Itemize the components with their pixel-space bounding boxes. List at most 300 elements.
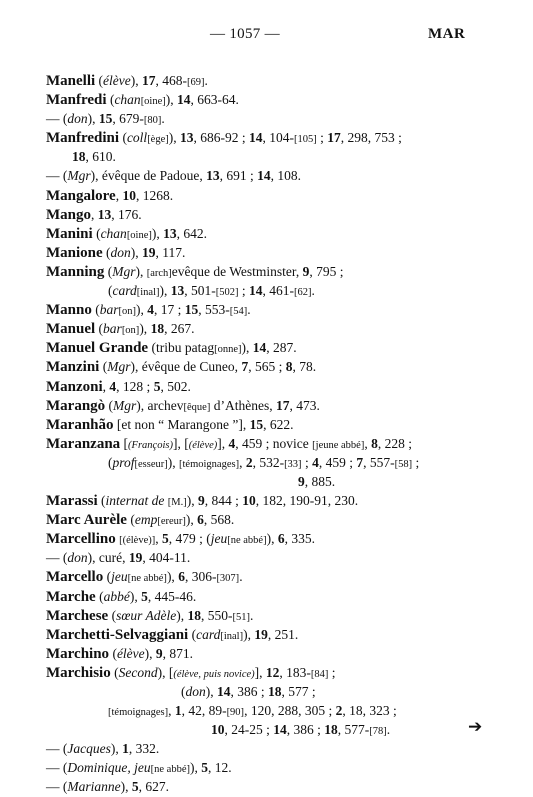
volume-number: 9	[298, 473, 305, 489]
volume-number: 7	[356, 454, 364, 470]
section-heading: MAR	[428, 26, 466, 42]
entry-text: evêque de Westminster,	[171, 263, 303, 279]
volume-number: 13	[163, 225, 177, 241]
entry-marchino	[46, 644, 506, 663]
editorial-bracket: [oine]	[140, 96, 166, 108]
editorial-bracket-italic: (élève)	[188, 439, 218, 451]
italic-text: coll	[126, 130, 148, 146]
entry-text: , 386 ;	[286, 722, 325, 738]
entry-text: (	[91, 302, 100, 318]
entry-text: , 553-	[198, 302, 230, 318]
editorial-bracket: [on]	[121, 325, 140, 337]
entry-text: ),	[176, 607, 188, 623]
entry-text: , 332.	[128, 741, 160, 757]
entry-text: ),	[130, 73, 143, 88]
entry-manuel-grande	[46, 338, 506, 357]
entry-text: .	[386, 722, 391, 738]
volume-number: 4	[147, 302, 154, 318]
page-number: — 1057 —	[210, 26, 280, 42]
editorial-bracket: [80]	[143, 115, 162, 127]
entry-text: , 532-	[252, 454, 285, 470]
entry-manzoni	[46, 377, 506, 396]
entry-manning-continued	[46, 281, 506, 300]
entry-text: , 445-46.	[147, 588, 197, 604]
italic-text: internat de	[105, 493, 165, 509]
editorial-bracket: [inal]	[220, 630, 244, 642]
entry-text: — (	[46, 168, 68, 184]
editorial-bracket: [502]	[215, 287, 239, 299]
entry-text: , 183-	[279, 664, 311, 680]
entry-text: ),	[185, 512, 198, 528]
entry-headword: Manfredi	[46, 92, 107, 109]
entry-text: , 568.	[203, 512, 235, 528]
entry-text: ,	[155, 531, 162, 547]
entry-text: ),	[159, 283, 171, 299]
entry-text: (	[110, 664, 119, 680]
italic-text: chan	[100, 225, 127, 241]
entry-marchisio-marianne	[46, 777, 506, 796]
entry-text: (	[119, 130, 127, 146]
entry-text: , 622.	[263, 416, 294, 432]
entry-manfredi	[46, 90, 506, 109]
editorial-bracket: [inal]	[136, 287, 160, 299]
editorial-bracket: [ne abbé]	[150, 764, 190, 776]
entry-text: , 176.	[111, 206, 142, 222]
entry-marc-aurele	[46, 510, 506, 529]
volume-number: 2	[335, 703, 343, 719]
entry-text: ),	[135, 263, 147, 279]
entry-headword: Marche	[46, 588, 96, 605]
entry-text: , 78.	[292, 359, 317, 375]
volume-number: 17	[275, 397, 290, 413]
entry-marchisio-dominique	[46, 758, 506, 777]
entry-text: (	[95, 321, 104, 337]
entry-text: , 306-	[184, 569, 217, 585]
entry-marcellino	[46, 529, 506, 548]
entry-text: (tribu patag	[148, 340, 215, 356]
entry-headword: Manuel	[46, 321, 96, 338]
entry-text: , 182, 190-91, 230.	[255, 493, 359, 509]
entry-text: ), curé,	[87, 550, 129, 566]
volume-number: 13	[206, 168, 220, 184]
editorial-bracket: [oine]	[126, 229, 152, 241]
italic-text: Mgr	[107, 359, 131, 375]
editorial-bracket: [105]	[294, 134, 317, 146]
entry-text: ;	[316, 130, 328, 146]
entry-text: ;	[412, 454, 420, 470]
entry-headword: Marchetti-Selvaggiani	[46, 626, 189, 643]
entry-headword: Manzoni	[46, 378, 103, 395]
volume-number: 2	[245, 454, 253, 470]
entry-text: , 404-11.	[142, 550, 191, 566]
entry-text: , 468-	[155, 73, 188, 88]
editorial-bracket: [on]	[118, 306, 136, 318]
entry-text: — (	[46, 111, 68, 127]
entry-text: [et non “ Marangone ”],	[113, 416, 250, 432]
editorial-bracket: [ne abbé]	[127, 573, 167, 585]
entry-text: , 642.	[176, 225, 208, 241]
entry-text: , 501-	[184, 283, 216, 299]
editorial-bracket: [(élève)]	[119, 535, 156, 547]
entry-maranzana	[46, 434, 506, 453]
entry-marcello	[46, 567, 506, 586]
entry-manione	[46, 243, 506, 262]
entry-marango	[46, 396, 506, 415]
volume-number: 15	[249, 416, 264, 432]
entry-manelli	[46, 71, 506, 90]
entry-manfredini-continued	[46, 147, 506, 166]
entry-text: , 120, 288, 305 ;	[244, 703, 336, 719]
entry-headword: Manfredini	[46, 130, 120, 147]
entry-text: , 577-	[337, 722, 370, 738]
volume-number: 18	[187, 607, 201, 623]
italic-text: élève	[103, 73, 131, 88]
entry-text: ),	[120, 779, 132, 795]
entry-text: ],	[217, 435, 229, 451]
entry-text: ),	[205, 684, 217, 699]
italic-text: bar	[103, 321, 122, 337]
volume-number: 10	[122, 187, 136, 203]
entry-text: (	[108, 283, 113, 299]
entry-headword: Marcello	[46, 569, 104, 586]
entry-text: , 610.	[85, 149, 116, 165]
entry-text: (	[103, 569, 112, 585]
italic-text: emp	[134, 512, 158, 528]
entry-text: , 691 ;	[219, 168, 258, 184]
entry-text: ),	[151, 225, 164, 241]
entry-text: .	[249, 607, 254, 623]
editorial-bracket: [esseur]	[134, 458, 168, 470]
italic-text: sœur Adèle	[116, 607, 177, 623]
entry-marchetti-selvaggiani	[46, 625, 506, 644]
entry-marche	[46, 587, 506, 606]
italic-text: élève	[116, 645, 145, 661]
entry-text: (	[95, 73, 104, 88]
italic-text: Mgr	[112, 263, 136, 279]
entry-text: , 12.	[207, 760, 232, 776]
entry-text: , 104-	[262, 130, 295, 146]
volume-number: 14	[217, 684, 231, 699]
volume-number: 6	[178, 569, 185, 585]
italic-text: don	[67, 111, 88, 127]
page-header	[0, 26, 533, 46]
entry-text: ),	[167, 454, 179, 470]
entry-text: ),	[139, 321, 151, 337]
entry-text: (	[126, 512, 135, 528]
entry-text: (	[97, 493, 106, 509]
entry-text: ,	[364, 435, 372, 451]
entry-text: ), [	[157, 664, 174, 680]
entry-text: , 251.	[267, 626, 299, 642]
italic-text: chan	[114, 92, 141, 108]
entry-text: , 844 ;	[204, 493, 243, 509]
entry-text: , 24-25 ;	[224, 722, 274, 738]
volume-number: 10	[211, 722, 225, 738]
volume-number: 14	[249, 130, 263, 146]
italic-text: don	[185, 684, 206, 699]
editorial-bracket: [jeune abbé]	[312, 439, 365, 451]
entry-text: ),	[241, 340, 253, 356]
entry-text: ),	[129, 588, 142, 604]
volume-number: 8	[285, 359, 293, 375]
editorial-bracket: [onne]	[214, 344, 242, 356]
volume-number: 13	[180, 130, 194, 146]
entry-text: , 479 ; (	[168, 531, 211, 547]
entry-text: (	[108, 454, 113, 470]
entry-text: , 557-	[363, 454, 395, 470]
entry-text: , 298, 753 ;	[340, 130, 402, 146]
entry-manfredi-don	[46, 109, 506, 128]
volume-number: 7	[241, 359, 249, 375]
volume-number: 9	[302, 263, 310, 279]
entry-marchisio-continued-2	[46, 701, 506, 720]
entry-text: (	[102, 244, 111, 260]
entry-text: — (	[46, 779, 68, 795]
entry-marassi	[46, 491, 506, 510]
entry-text: , 17 ;	[153, 302, 185, 318]
editorial-bracket-italic: (François)	[128, 439, 173, 451]
entry-headword: Manzini	[46, 359, 100, 376]
entry-text: , 335.	[284, 531, 315, 547]
editorial-bracket: [90]	[226, 707, 245, 719]
entry-text: , 577 ;	[281, 684, 316, 699]
italic-text: Mgr	[67, 168, 91, 184]
entry-text: (	[109, 645, 117, 661]
entry-text: [	[120, 435, 129, 451]
entry-headword: Maranhão	[46, 416, 114, 433]
editorial-bracket: [54]	[229, 306, 248, 318]
entry-text: , 228 ;	[377, 435, 412, 451]
entry-headword: Marchisio	[46, 664, 111, 681]
editorial-bracket: [69]	[187, 77, 205, 88]
editorial-bracket: [M.]	[167, 497, 187, 509]
volume-number: 19	[128, 550, 143, 566]
entry-text: ),	[130, 244, 143, 260]
italic-text: abbé	[103, 588, 130, 604]
editorial-bracket: [62]	[294, 287, 312, 299]
volume-number: 17	[327, 130, 341, 146]
entry-text: , 663-64.	[190, 92, 239, 108]
entry-text: , 461-	[262, 283, 295, 299]
entry-manini	[46, 224, 506, 243]
italic-text: bar	[99, 302, 119, 318]
editorial-bracket: [58]	[394, 458, 413, 470]
volume-number: 5	[153, 378, 161, 394]
entry-text: , 686-92 ;	[193, 130, 250, 146]
volume-number: 4	[109, 378, 117, 394]
volume-number: 1	[122, 741, 129, 757]
entry-headword: Manuel Grande	[46, 340, 149, 357]
entry-manno	[46, 300, 506, 319]
entry-headword: Marcellino	[46, 531, 116, 548]
volume-number: 1	[174, 703, 182, 719]
italic-text: jeu	[210, 531, 228, 547]
entry-manfredini	[46, 128, 506, 147]
entry-text: .	[161, 111, 165, 127]
volume-number: 13	[97, 206, 112, 222]
entry-text: ,	[168, 703, 175, 719]
entry-text: , 267.	[164, 321, 195, 337]
continue-arrow-icon: ➔	[468, 717, 483, 736]
entry-maranzana-continued	[46, 453, 506, 472]
italic-text: Dominique, jeu	[67, 760, 151, 776]
italic-text: don	[110, 244, 131, 260]
entry-text: ,	[91, 206, 98, 222]
entry-text: .	[247, 302, 251, 318]
entry-headword: Manini	[46, 225, 93, 242]
entry-text: ),	[266, 531, 278, 547]
index-entries	[46, 71, 506, 797]
editorial-bracket: [témoignages]	[108, 707, 169, 719]
entry-marchisio	[46, 663, 506, 682]
entry-text: ,	[239, 454, 246, 470]
italic-text: Marianne	[67, 779, 121, 795]
editorial-bracket: [84]	[310, 668, 329, 680]
entry-text: (	[188, 626, 197, 642]
editorial-bracket: [307]	[216, 573, 240, 585]
volume-number: 14	[257, 168, 271, 184]
volume-number: 13	[170, 283, 185, 299]
volume-number: 9	[155, 645, 163, 661]
volume-number: 14	[252, 340, 267, 356]
italic-text: jeu	[111, 569, 128, 585]
volume-number: 6	[197, 512, 204, 528]
entry-text: , 287.	[266, 340, 297, 356]
entry-text: , 885.	[304, 473, 336, 489]
entry-text: , 565 ;	[248, 359, 286, 375]
entry-text: , 128 ;	[116, 378, 154, 394]
entry-text: ), évêque de Padoue,	[90, 168, 207, 184]
entry-text: — (	[46, 741, 68, 757]
entry-headword: Manione	[46, 244, 103, 261]
entry-text: , 795 ;	[309, 263, 344, 279]
entry-headword: Manno	[46, 302, 92, 319]
entry-text: ),	[186, 493, 199, 509]
entry-manning	[46, 262, 506, 281]
volume-number: 15	[184, 302, 199, 318]
volume-number: 5	[161, 531, 169, 547]
volume-number: 14	[249, 283, 263, 299]
entry-manzini	[46, 357, 506, 376]
volume-number: 14	[273, 722, 287, 738]
entry-headword: Manelli	[46, 73, 96, 89]
entry-headword: Mango	[46, 206, 91, 223]
italic-text: card	[112, 283, 137, 299]
entry-text: ;	[328, 664, 336, 680]
volume-number: 14	[177, 92, 191, 108]
entry-text: .	[239, 569, 243, 585]
entry-text: .	[311, 283, 315, 299]
entry-text: ,	[115, 187, 123, 203]
volume-number: 18	[150, 321, 165, 337]
entry-headword: Mangalore	[46, 187, 116, 204]
editorial-bracket: [témoignages]	[179, 458, 240, 470]
entry-headword: Manning	[46, 263, 105, 280]
volume-number: 4	[228, 435, 236, 451]
editorial-bracket: [êque]	[183, 401, 211, 413]
entry-text: , 1268.	[135, 187, 174, 203]
entry-text: , 108.	[270, 168, 301, 184]
volume-number: 18	[268, 684, 282, 699]
entry-text: ),	[165, 92, 178, 108]
italic-text: Jacques	[67, 741, 111, 757]
entry-text: , 473.	[289, 397, 320, 413]
volume-number: 9	[198, 493, 205, 509]
entry-headword: Marc Aurèle	[46, 512, 127, 529]
entry-manfredini-mgr	[46, 166, 506, 185]
entry-marchisio-continued	[46, 682, 506, 701]
entry-text: ),	[166, 569, 179, 585]
editorial-bracket: [ereur]	[157, 516, 186, 528]
italic-text: card	[196, 626, 221, 642]
entry-text: (	[108, 607, 117, 623]
italic-text: Second	[118, 664, 158, 680]
volume-number: 5	[201, 760, 208, 776]
volume-number: 19	[142, 244, 156, 260]
entry-text: ;	[238, 283, 250, 299]
entry-text: ), archev	[136, 397, 184, 413]
volume-number: 8	[371, 435, 378, 451]
entry-headword: Marassi	[46, 493, 98, 510]
entry-text: , 459 ; novice	[235, 435, 313, 451]
entry-mango	[46, 205, 506, 224]
volume-number: 19	[254, 626, 268, 642]
volume-number: 4	[312, 454, 319, 470]
entry-text: (	[92, 225, 101, 241]
entry-text: ),	[243, 626, 255, 642]
entry-mangalore	[46, 186, 506, 205]
entry-text: ),	[189, 760, 202, 776]
entry-text: ),	[87, 111, 99, 127]
entry-headword: Marangò	[46, 397, 106, 414]
entry-marcellino-don	[46, 548, 506, 567]
entry-text: , 871.	[162, 645, 194, 661]
entry-text: , 117.	[155, 244, 186, 260]
editorial-bracket: [arch]	[146, 267, 172, 279]
entry-text: (	[95, 588, 104, 604]
volume-number: 17	[142, 73, 156, 88]
volume-number: 5	[131, 779, 139, 795]
entry-headword: Marchese	[46, 607, 109, 624]
entry-text: , 679-	[112, 111, 144, 127]
entry-text: ,	[102, 378, 110, 394]
entry-text: , 627.	[138, 779, 169, 795]
italic-text: don	[67, 550, 88, 566]
editorial-bracket-italic: (élève, puis novice)	[173, 668, 255, 680]
entry-text: , 550-	[200, 607, 233, 623]
volume-number: 10	[242, 493, 256, 509]
entry-maranhao	[46, 415, 506, 434]
entry-text: , 502.	[160, 378, 191, 394]
volume-number: 18	[324, 722, 338, 738]
entry-text: , 459 ;	[318, 454, 357, 470]
entry-text: ;	[301, 454, 313, 470]
entry-marchese	[46, 606, 506, 625]
entry-headword: Maranzana	[46, 435, 121, 452]
entry-text: — (	[46, 550, 68, 566]
entry-text: (	[105, 397, 114, 413]
entry-text: (	[106, 92, 115, 108]
entry-text: (	[99, 359, 108, 375]
entry-manuel	[46, 319, 506, 338]
entry-text: (	[181, 684, 186, 699]
entry-text: ),	[135, 302, 148, 318]
entry-text: ), évêque de Cuneo,	[130, 359, 242, 375]
editorial-bracket: [51]	[232, 611, 250, 623]
entry-marchisio-jacques	[46, 739, 506, 758]
volume-number: 12	[265, 664, 280, 680]
entry-text: — (	[46, 760, 68, 776]
